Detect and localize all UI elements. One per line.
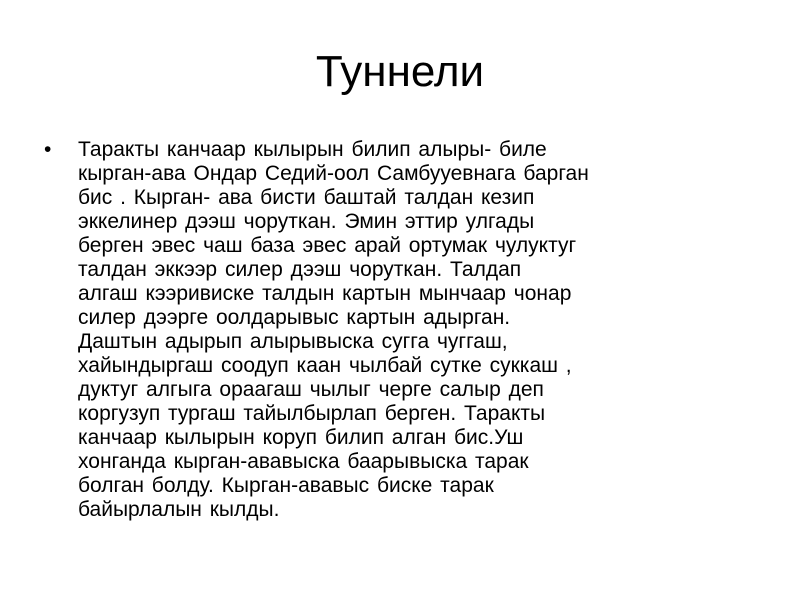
paragraph-line: талдан эккээр силер дээш чоруткан. Талдап xyxy=(78,258,522,281)
paragraph-line: кырган-ава Ондар Седий-оол Самбууевнага барган xyxy=(78,162,589,185)
paragraph-line: хайындыргаш соодуп каан чылбай сутке суккаш , xyxy=(78,354,572,377)
slide-title: Туннели xyxy=(315,47,485,96)
paragraph-line: берген эвес чаш база эвес арай ортумак чулуктуг xyxy=(78,234,577,257)
bullet-icon: • xyxy=(44,138,52,161)
paragraph-line: канчаар кылырын коруп билип алган бис.Уш xyxy=(78,426,524,449)
slide-content xyxy=(40,138,755,522)
paragraph-line: Таракты канчаар кылырын билип алыры- биле xyxy=(78,138,547,161)
paragraph-line: эккелинер дээш чоруткан. Эмин эттир улгады xyxy=(78,210,535,233)
paragraph-line: дуктуг алгыга ораагаш чылыг черге салыр деп xyxy=(78,378,544,401)
paragraph-line: байырлалын кылды. xyxy=(78,498,280,521)
paragraph-line: бис . Кырган- ава бисти баштай талдан кезип xyxy=(78,186,535,209)
paragraph-line: хонганда кырган-ававыска баарывыска тарак xyxy=(78,450,529,473)
paragraph-line: Даштын адырып алырывыска сугга чуггаш, xyxy=(78,330,508,353)
bullet-item xyxy=(40,138,755,522)
paragraph-line: коргузуп тургаш тайылбырлап берген. Таракты xyxy=(78,402,546,425)
paragraph-line: силер дээрге оолдарывыс картын адырган. xyxy=(78,306,511,329)
paragraph-line: болган болду. Кырган-ававыс биске тарак xyxy=(78,474,494,497)
paragraph-line: алгаш кээривиске талдын картын мынчаар чонар xyxy=(78,282,572,305)
